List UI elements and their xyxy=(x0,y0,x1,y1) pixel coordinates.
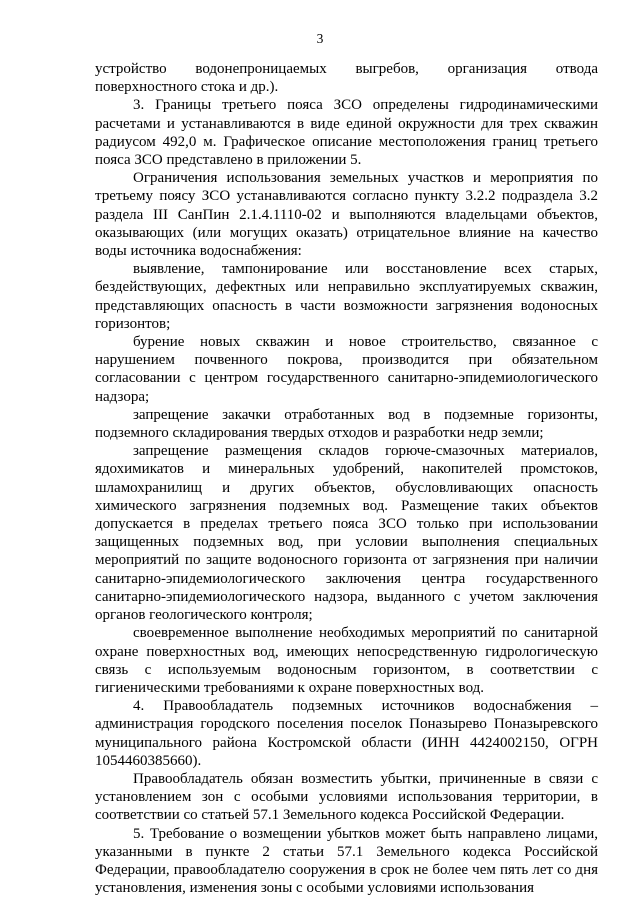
paragraph-drilling-approval: бурение новых скважин и новое строительство, связанное с нарушением почвенного покрова, производится при обязательном согласовании с центром государственного санитарно-эпидемиологического надзора; xyxy=(95,334,598,405)
paragraph-compensation-duty: Правообладатель обязан возместить убытки, причиненные в связи с установлением зон с особыми условиями использования территории, в соответствии со статьей 57.1 Земельного кодекса Российской Федерации. xyxy=(95,770,598,824)
paragraph-continuation: устройство водонепроницаемых выгребов, организация отвода поверхностного стока и др.). xyxy=(95,61,598,96)
paragraph-land-use-restrictions: Ограничения использования земельных участков и мероприятия по третьему поясу ЗСО устанавливаются согласно пункту 3.2.2 подраздела 3.2 раздела III СанПин 2.1.4.1110-02 и выполняются владельцами объектов, оказывающих (или могущих оказать) отрицательное влияние на качество воды источника водоснабжения: xyxy=(95,170,598,260)
paragraph-well-identification: выявление, тампонирование или восстановление всех старых, бездействующих, дефектных или неправильно эксплуатируемых скважин, представляющих опасность в части возможности загрязнения водоносных горизонтов; xyxy=(95,261,598,332)
paragraph-third-belt-boundaries: 3. Границы третьего пояса ЗСО определены гидродинамическими расчетами и устанавливаются в виде единой окружности для трех скважин радиусом 492,0 м. Графическое описание местоположения границ третьего пояса ЗСО представлено в приложении 5. xyxy=(95,97,598,169)
paragraph-storage-ban: запрещение размещения складов горюче-смазочных материалов, ядохимикатов и минеральных удобрений, накопителей промстоков, шламохранилищ и других объектов, обусловливающих опасность химического загрязнения подземных вод. Размещение таких объектов допускается в пределах третьего пояса ЗСО только при использовании защищенных подземных вод, при условии выполнения специальных мероприятий по защите водоносного горизонта от загрязнения при наличии санитарно-эпидемиологического заключения центра государственного санитарно-эпидемиологического надзора, выданного с учетом заключения органов геологического контроля; xyxy=(95,443,598,624)
document-body xyxy=(95,60,598,897)
paragraph-rights-holder: 4. Правообладатель подземных источников водоснабжения – администрация городского поселения поселок Поназырево Поназыревского муниципального района Костромской области (ИНН 4424002150, ОГРН 1054460385660). xyxy=(95,698,598,769)
paragraph-surface-water-protection: своевременное выполнение необходимых мероприятий по санитарной охране поверхностных вод, имеющих непосредственную гидрологическую связь с используемым водоносным горизонтом, в соответствии с гигиеническими требованиями к охране поверхностных вод. xyxy=(95,625,598,696)
page-number: 3 xyxy=(316,31,324,46)
paragraph-injection-ban: запрещение закачки отработанных вод в подземные горизонты, подземного складирования твердых отходов и разработки недр земли; xyxy=(95,406,598,442)
paragraph-compensation-claim: 5. Требование о возмещении убытков может быть направлено лицами, указанными в пункте 2 статьи 57.1 Земельного кодекса Российской Федерации, правообладателю сооружения в срок не более чем пять лет со дня установления, изменения зоны с особыми условиями использования xyxy=(95,825,598,897)
